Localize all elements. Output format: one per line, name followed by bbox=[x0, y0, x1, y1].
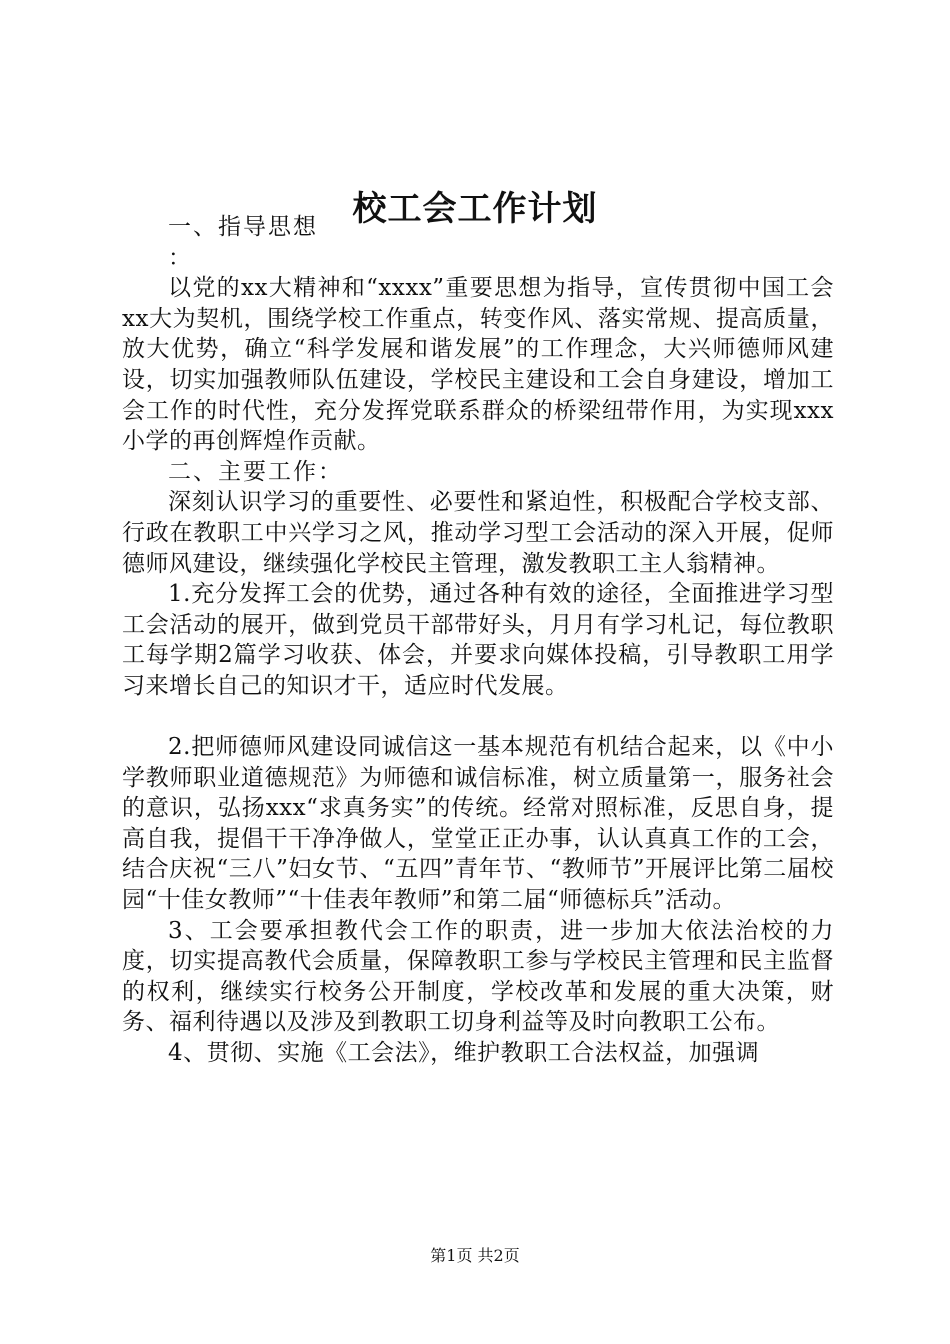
document-body bbox=[122, 212, 834, 1069]
list-item-2: 2.把师德师风建设同诚信这一基本规范有机结合起来，以《中小学教师职业道德规范》为师德和诚信标准，树立质量第一，服务社会的意识，弘扬xxx“求真务实”的传统。经常对照标准，反思自身，提高自我，提倡干干净净做人，堂堂正正办事，认认真真工作的工会，结合庆祝“三八”妇女节、“五四”青年节、“教师节”开展评比第二届校园“十佳女教师”“十佳表年教师”和第二届“师德标兵”活动。 bbox=[122, 734, 834, 914]
page-title: 校工会工作计划 bbox=[352, 189, 598, 229]
section-heading-main-work: 二、主要工作： bbox=[168, 458, 343, 485]
list-item-3: 3、工会要承担教代会工作的职责，进一步加大依法治校的力度，切实提高教代会质量，保障教职工参与学校民主管理和民主监督的权利，继续实行校务公开制度，学校改革和发展的重大决策，财务、福利待遇以及涉及到教职工切身利益等及时向教职工公布。 bbox=[122, 917, 834, 1036]
list-item-4: 4、贯彻、实施《工会法》，维护教职工合法权益，加强调 bbox=[168, 1040, 760, 1067]
paragraph-guiding-thought: 以党的xx大精神和“xxxx”重要思想为指导，宣传贯彻中国工会xx大为契机，围绕学校工作重点，转变作风、落实常规、提高质量，放大优势，确立“科学发展和谐发展”的工作理念，大兴师德师风建设，切实加强教师队伍建设，学校民主建设和工会自身建设，增加工会工作的时代性，充分发挥党联系群众的桥梁纽带作用，为实现xxx小学的再创辉煌作贡献。 bbox=[122, 275, 834, 455]
heading-colon: ： bbox=[168, 244, 191, 271]
paragraph-spacer bbox=[122, 702, 834, 733]
section-heading-guiding: 一、指导思想 bbox=[168, 214, 318, 240]
list-item-1: 1.充分发挥工会的优势，通过各种有效的途径，全面推进学习型工会活动的展开，做到党员干部带好头，月月有学习札记，每位教职工每学期2篇学习收获、体会，并要求向媒体投稿，引导教职工用学习来增长自己的知识才干，适应时代发展。 bbox=[122, 581, 834, 699]
paragraph-main-work: 深刻认识学习的重要性、必要性和紧迫性，积极配合学校支部、行政在教职工中兴学习之风，推动学习型工会活动的深入开展，促师德师风建设，继续强化学校民主管理，激发教职工主人翁精神。 bbox=[122, 489, 834, 577]
page-footer: 第1页 共2页 bbox=[430, 1246, 520, 1265]
